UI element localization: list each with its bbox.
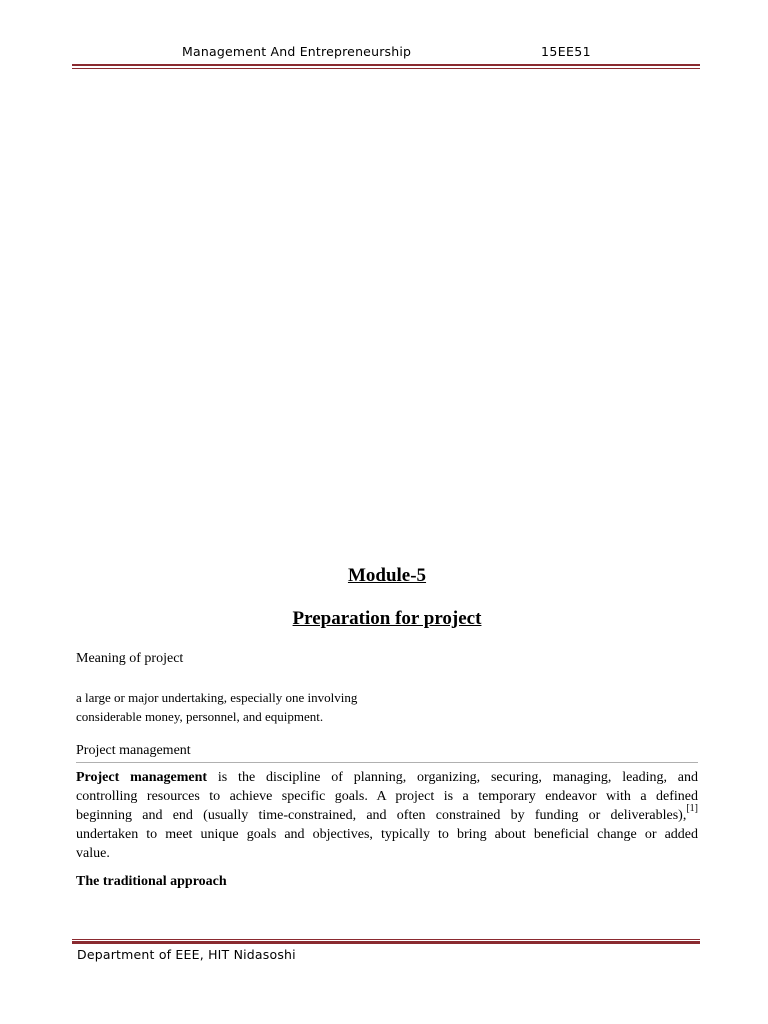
paragraph-text: is the discipline of planning, organizing, securing, managing, leading, and xyxy=(207,770,698,785)
section-divider xyxy=(76,762,698,763)
paragraph-line: value. xyxy=(76,846,110,861)
project-management-paragraph xyxy=(76,768,698,863)
header-rule-thin xyxy=(72,68,700,69)
header-rule-thick xyxy=(72,64,700,66)
paragraph-line xyxy=(76,803,698,825)
definition-line: a large or major undertaking, especially one involving xyxy=(76,690,358,705)
header-subject: Management And Entrepreneurship xyxy=(182,44,412,59)
paragraph-text: beginning and end (usually time-constrained, and often constrained by funding or deliverables), xyxy=(76,808,687,823)
footer-rule-thin xyxy=(72,939,700,940)
traditional-approach-heading: The traditional approach xyxy=(76,874,227,889)
section-title: Preparation for project xyxy=(292,608,482,629)
page-header xyxy=(72,44,700,64)
definition-line: considerable money, personnel, and equipment. xyxy=(76,709,324,724)
paragraph-line: undertaken to meet unique goals and objectives, typically to bring about beneficial change or added xyxy=(76,827,698,842)
module-title: Module-5 xyxy=(347,565,427,586)
bold-term: Project management xyxy=(76,770,208,785)
paragraph-line: controlling resources to achieve specific goals. A project is a temporary endeavor with a defined xyxy=(76,789,698,804)
project-management-heading: Project management xyxy=(76,743,191,758)
citation-link[interactable]: [1] xyxy=(686,803,698,814)
project-definition xyxy=(76,688,357,726)
meaning-heading: Meaning of project xyxy=(76,651,184,666)
footer-department: Department of EEE, HIT Nidasoshi xyxy=(77,947,296,962)
paragraph-line xyxy=(76,768,698,787)
header-course-code: 15EE51 xyxy=(541,44,592,59)
footer-rule-thick xyxy=(72,941,700,944)
